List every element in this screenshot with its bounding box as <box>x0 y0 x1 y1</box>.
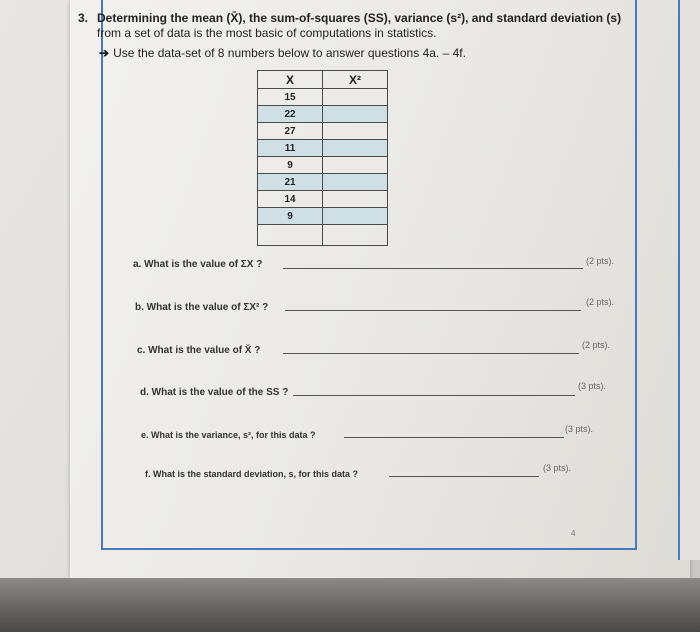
x-cell: 9 <box>258 208 323 225</box>
table-row <box>258 140 388 157</box>
x-squared-total-cell[interactable] <box>323 225 388 246</box>
question-d-answer-line[interactable] <box>293 395 575 396</box>
question-a-label: a. What is the value of ΣX ? <box>133 259 263 270</box>
table-header-row <box>258 71 388 89</box>
table-row <box>258 208 388 225</box>
x-squared-cell[interactable] <box>323 123 388 140</box>
question-c-points: (2 pts). <box>582 340 611 350</box>
question-number: 3. <box>78 11 89 25</box>
question-title: Determining the mean (X̄), the sum-of-squares (SS), variance (s²), and standard deviation (s) <box>97 11 622 25</box>
page-number: 4 <box>571 529 576 538</box>
x-squared-cell[interactable] <box>323 89 388 106</box>
x-squared-cell[interactable] <box>323 157 388 174</box>
x-cell: 27 <box>258 123 323 140</box>
x-cell: 11 <box>258 140 323 157</box>
table-row <box>258 106 388 123</box>
question-a-answer-line[interactable] <box>283 268 583 269</box>
question-d-label: d. What is the value of the SS ? <box>140 387 289 398</box>
x-squared-cell[interactable] <box>323 140 388 157</box>
x-squared-cell[interactable] <box>323 208 388 225</box>
x-cell: 15 <box>258 89 323 106</box>
table-row <box>258 191 388 208</box>
bottom-shadow <box>0 578 700 632</box>
question-a-points: (2 pts). <box>586 256 615 266</box>
question-e-answer-line[interactable] <box>344 437 564 438</box>
next-page-edge <box>678 0 700 560</box>
question-subtitle: from a set of data is the most basic of computations in statistics. <box>97 26 437 40</box>
x-cell: 22 <box>258 106 323 123</box>
instruction-text: Use the data-set of 8 numbers below to answer questions 4a. – 4f. <box>113 46 466 60</box>
data-table <box>257 70 388 246</box>
instruction <box>99 46 466 60</box>
arrow-icon: ➔ <box>99 46 110 60</box>
x-cell: 14 <box>258 191 323 208</box>
question-b-label: b. What is the value of ΣX² ? <box>135 302 269 313</box>
question-e-points: (3 pts). <box>565 424 594 434</box>
table-row <box>258 89 388 106</box>
question-c-answer-line[interactable] <box>283 353 579 354</box>
x-squared-cell[interactable] <box>323 106 388 123</box>
table-row <box>258 174 388 191</box>
question-b-answer-line[interactable] <box>285 310 581 311</box>
x-cell: 9 <box>258 157 323 174</box>
question-f-points: (3 pts). <box>543 463 572 473</box>
x-total-cell[interactable] <box>258 225 323 246</box>
table-total-row <box>258 225 388 246</box>
column-header-x: X <box>258 71 323 89</box>
x-cell: 21 <box>258 174 323 191</box>
question-d-points: (3 pts). <box>578 381 607 391</box>
question-f-answer-line[interactable] <box>389 476 539 477</box>
column-header-x-squared: X² <box>323 71 388 89</box>
question-b-points: (2 pts). <box>586 297 615 307</box>
x-squared-cell[interactable] <box>323 191 388 208</box>
x-squared-cell[interactable] <box>323 174 388 191</box>
question-e-label: e. What is the variance, s², for this data ? <box>141 430 316 440</box>
question-f-label: f. What is the standard deviation, s, for this data ? <box>145 469 359 479</box>
table-row <box>258 157 388 174</box>
table-row <box>258 123 388 140</box>
question-c-label: c. What is the value of X̄ ? <box>137 345 261 356</box>
